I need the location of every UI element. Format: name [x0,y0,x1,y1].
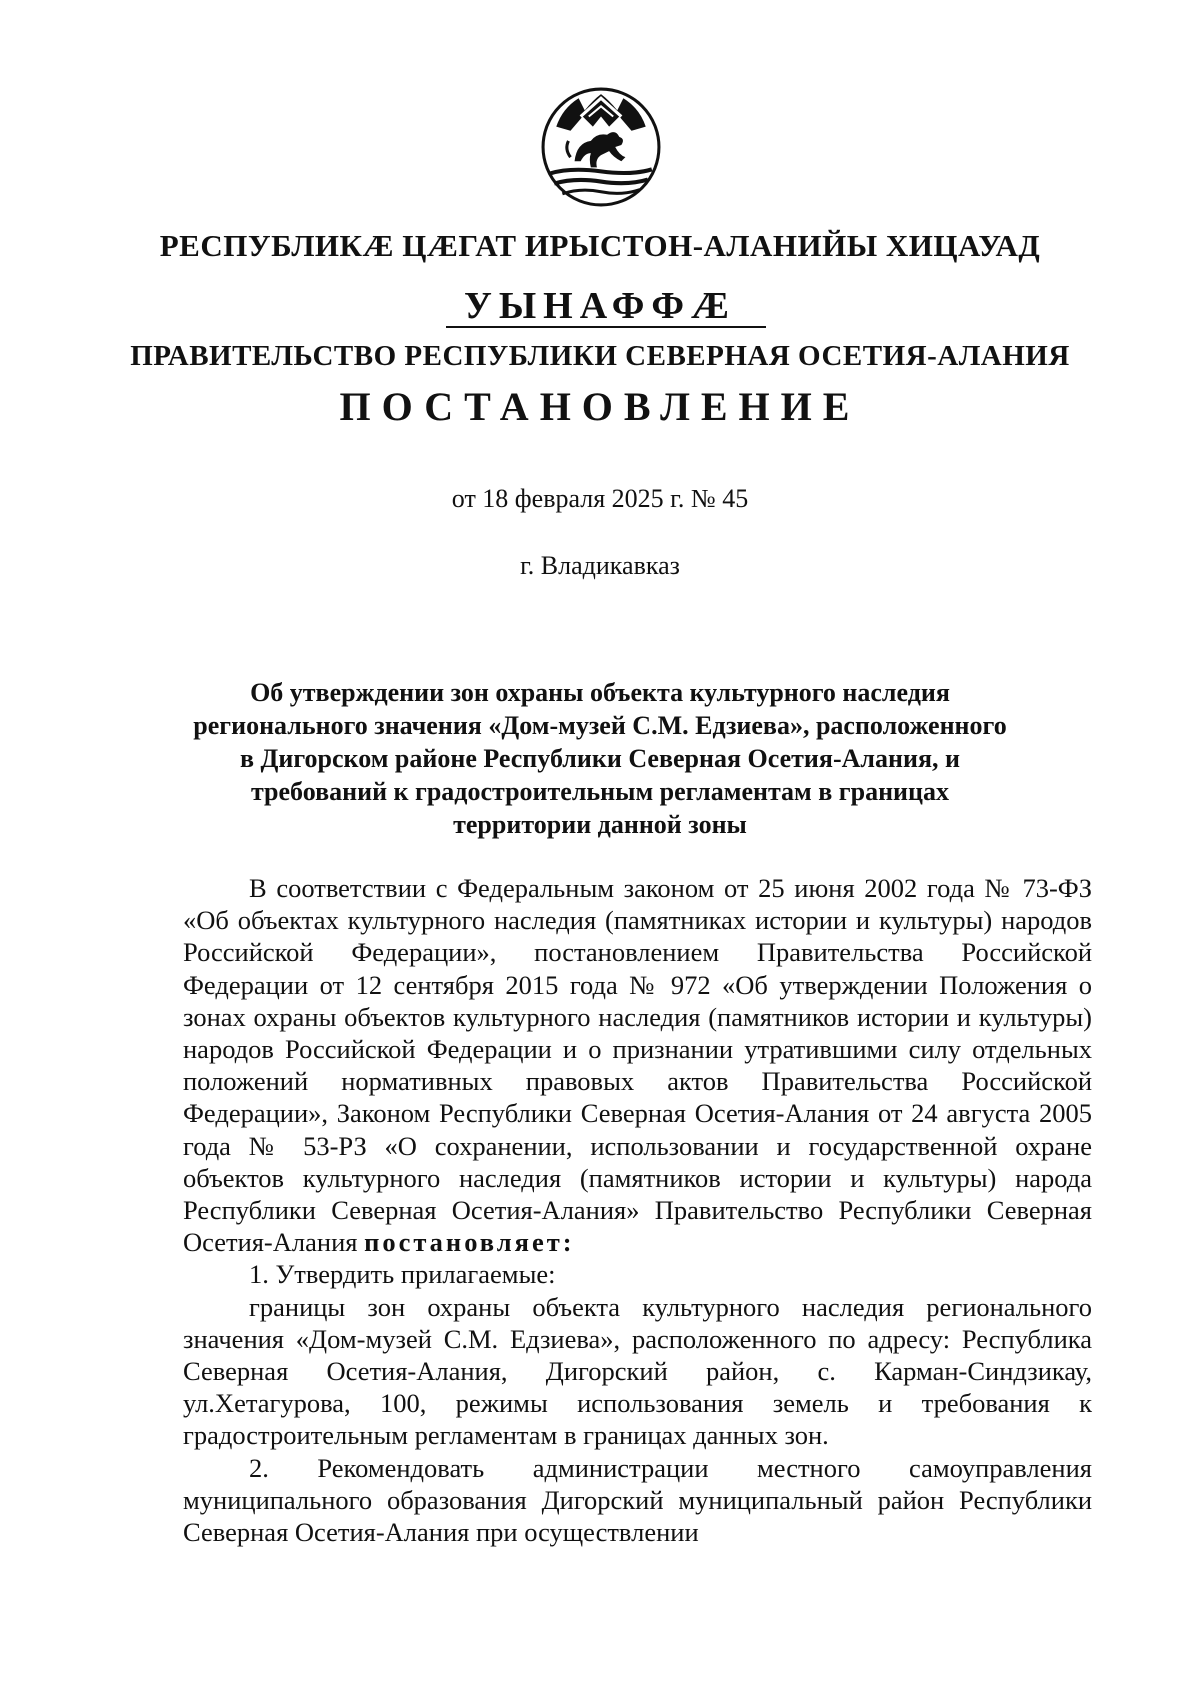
ossetian-government-name: РЕСПУБЛИКӔ ЦӔГАТ ИРЫСТОН-АЛАНИЙЫ ХИЦАУАД [159,228,1041,263]
title-line: Об утверждении зон охраны объекта культурного наследия [250,678,950,707]
document-body [183,872,1092,1548]
clause-2-text: 2. Рекомендовать администрации местного самоуправления муниципального образования Дигорский муниципальный район Республики Северная Осетия-Алания при осуществлении [183,1452,1092,1548]
ossetian-document-type: УЫНАФФӔ [463,285,737,327]
document-city: г. Владикавказ [520,551,680,580]
preamble-paragraph [183,872,1092,1258]
clause-1-text: границы зон охраны объекта культурного наследия регионального значения «Дом-музей С.М. Едзиева», расположенного по адресу: Республика Северная Осетия-Алания, Дигорский район, с. Карман-Синдзикау, ул.Хетагурова, 100, режимы использования земель и требования к градостроительным регламентам в границах данных зон. [183,1291,1092,1451]
decree-word: постановляет: [364,1227,575,1258]
title-line: регионального значения «Дом-музей С.М. Едзиева», расположенного [193,711,1007,740]
coat-of-arms-emblem [540,86,662,208]
preamble-text: В соответствии с Федеральным законом от 25 июня 2002 года № 73-ФЗ «Об объектах культурного наследия (памятниках истории и культуры) народов Российской Федерации», постановлением Правительства Российской Федерации от 12 сентября 2015 года № 972 «Об утверждении Положения о зонах охраны объектов культурного наследия (памятников истории и культуры) народов Российской Федерации и о признании утратившими силу отдельных положений нормативных правовых актов Правительства Российской Федерации», Законом Республики Северная Осетия-Алания от 24 августа 2005 года № 53-РЗ «О сохранении, использовании и государственной охране объектов культурного наследия (памятников истории и культуры) народа Республики Северная Осетия-Алания» Правительство Республики Северная Осетия-Алания [183,873,1092,1258]
document-date-number: от 18 февраля 2025 г. № 45 [451,484,749,513]
russian-document-type: ПОСТАНОВЛЕНИЕ [339,384,861,429]
title-line: территории данной зоны [453,810,747,839]
title-line: требований к градостроительным регламентам в границах [250,777,950,806]
title-line: в Дигорском районе Республики Северная Осетия-Алания, и [239,744,961,773]
document-title [160,676,1040,841]
header-divider [446,326,766,328]
russian-government-name: ПРАВИТЕЛЬСТВО РЕСПУБЛИКИ СЕВЕРНАЯ ОСЕТИЯ-АЛАНИЯ [130,340,1070,372]
clause-1-heading: 1. Утвердить прилагаемые: [249,1259,556,1290]
